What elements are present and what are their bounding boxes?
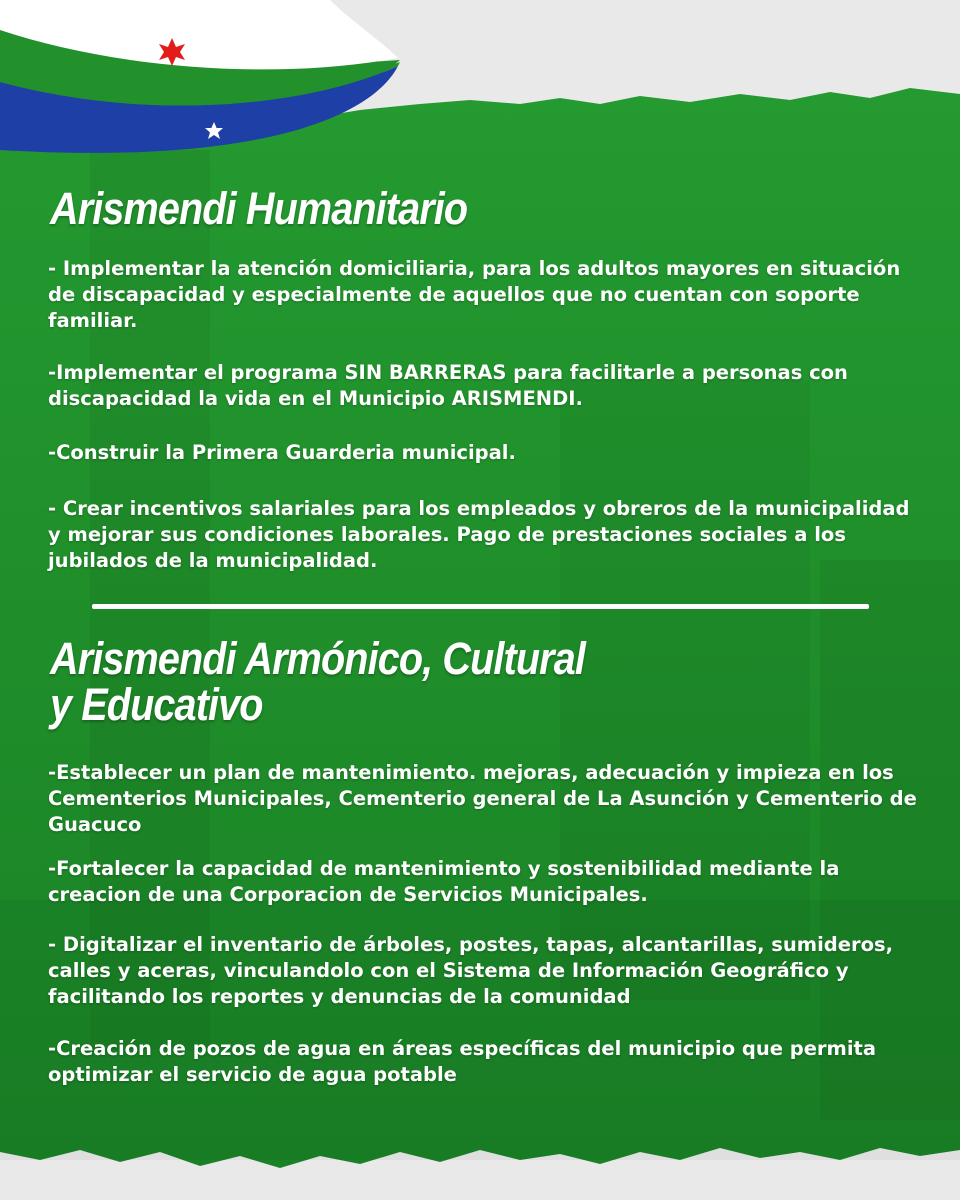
list-item: - Digitalizar el inventario de árboles, postes, tapas, alcantarillas, sumideros, calles y aceras, vinculandolo con el Sistema de Información Geográfico y facilitando los reportes y denuncias de la comunidad (48, 933, 893, 1008)
list-item: - Crear incentivos salariales para los empleados y obreros de la municipalidad y mejorar sus condiciones laborales. Pago de prestaciones sociales a los jubilados de la municipalidad. (48, 497, 910, 572)
list-item: -Implementar el programa SIN BARRERAS para facilitarle a personas con discapacidad la vida en el Municipio ARISMENDI. (48, 361, 848, 410)
flag-banner (0, 0, 420, 170)
list-item: -Establecer un plan de mantenimiento. mejoras, adecuación y impieza en los Cementerios Municipales, Cementerio general de La Asunción y Cementerio de Guacuco (48, 761, 917, 836)
section-divider (92, 604, 869, 609)
list-item: -Construir la Primera Guarderia municipal. (48, 441, 516, 464)
section-title-armonico-line1: Arismendi Armónico, Cultural (50, 633, 585, 684)
list-item: -Fortalecer la capacidad de mantenimiento y sostenibilidad mediante la creacion de una Corporacion de Servicios Municipales. (48, 857, 840, 906)
list-item: - Implementar la atención domiciliaria, para los adultos mayores en situación de discapacidad y especialmente de aquellos que no cuentan con soporte familiar. (48, 257, 901, 332)
section-title-armonico-line2: y Educativo (50, 679, 263, 730)
section-title-humanitario: Arismendi Humanitario (50, 183, 468, 234)
list-item: -Creación de pozos de agua en áreas específicas del municipio que permita optimizar el servicio de agua potable (48, 1037, 877, 1086)
